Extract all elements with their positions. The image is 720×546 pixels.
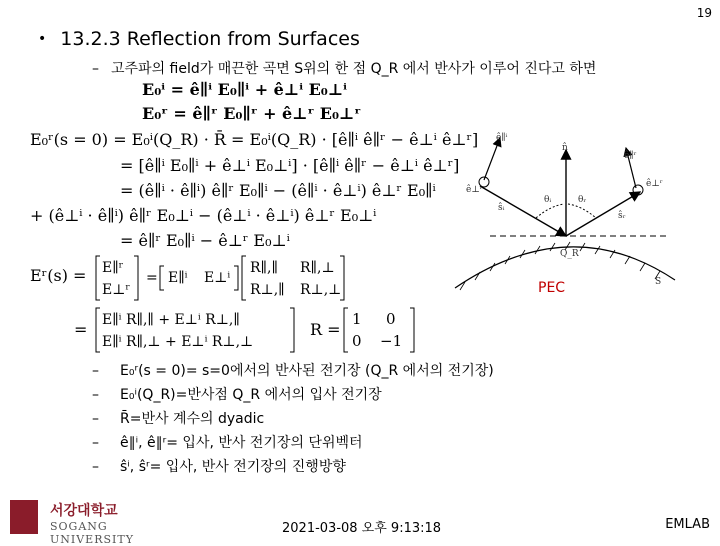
theta-r-arc — [568, 204, 596, 218]
point-label: Q_R — [560, 249, 579, 259]
emblem-icon — [10, 500, 38, 534]
bracket-left-ei — [160, 266, 164, 290]
theta-i-label: θᵢ — [544, 195, 552, 205]
dash-icon: – — [92, 435, 99, 451]
slide-title-row — [38, 28, 360, 50]
definition-item-3: – R̄=반사 계수의 dyadic — [92, 411, 265, 427]
bracket-left-rv — [344, 308, 348, 352]
equation-step-2: = (ê∥ⁱ · ê∥ⁱ) ê∥ʳ E₀∥ⁱ − (ê∥ⁱ · ê⊥ⁱ) ê⊥ʳ E₀∥ⁱ — [120, 181, 436, 200]
prod-row-1: E∥ⁱ R∥,∥ + E⊥ⁱ R⊥,∥ — [102, 312, 240, 328]
product-matrix-svg — [94, 306, 304, 354]
r-12: R∥,⊥ — [300, 260, 335, 276]
er-perp: E⊥ʳ — [102, 282, 131, 298]
bullet-icon: • — [38, 31, 47, 47]
bracket-left-er — [96, 256, 100, 300]
logo-korean-text: 서강대학교 — [50, 503, 118, 519]
r-22: R⊥,⊥ — [300, 282, 342, 298]
bracket-left-prod — [96, 308, 100, 352]
footer-date: 2021-03-08 오후 9:13:18 — [282, 521, 442, 536]
bracket-right-er — [134, 256, 138, 300]
e-perp-r-label: ê⊥ʳ — [646, 179, 663, 189]
e-par-i-label: ê∥ⁱ — [496, 133, 508, 143]
equals-sign: = — [146, 270, 158, 286]
r-value-matrix-svg — [342, 306, 422, 354]
bracket-right-prod — [290, 308, 294, 352]
equation-step-1: = [ê∥ⁱ E₀∥ⁱ + ê⊥ⁱ E₀⊥ⁱ] · [ê∥ⁱ ê∥ʳ − ê⊥ⁱ ê⊥ʳ] — [120, 156, 460, 175]
theta-i-arc — [536, 204, 564, 218]
dash-icon: – — [92, 411, 99, 427]
subtitle: 고주파의 field가 매끈한 곡면 S위의 한 점 Q_R 에서 반사가 이루어 진다고 하면 — [111, 61, 597, 77]
definition-item-5: – ŝⁱ, ŝʳ= 입사, 반사 전기장의 진행방향 — [92, 459, 346, 475]
e-par-i-vector — [484, 138, 500, 180]
rv-22: −1 — [380, 332, 403, 350]
definition-item-2: – E₀ⁱ(Q_R)=반사점 Q_R 에서의 입사 전기장 — [92, 387, 382, 403]
logo-english-text: SOGANG UNIVERSITY — [50, 520, 134, 546]
subtitle-row — [92, 58, 596, 78]
footer-lab: EMLAB — [665, 517, 710, 532]
rv-21: 0 — [352, 332, 362, 350]
prod-row-2: E∥ⁱ R∥,⊥ + E⊥ⁱ R⊥,⊥ — [102, 334, 254, 350]
s-r-label: ŝᵣ — [618, 211, 626, 221]
surface-label: S — [655, 277, 662, 287]
r-21: R⊥,∥ — [250, 282, 285, 298]
e-perp-i-label: ê⊥ⁱ — [466, 185, 482, 195]
university-logo — [10, 500, 170, 546]
theta-r-label: θᵣ — [578, 195, 587, 205]
ei-perp: E⊥ⁱ — [204, 270, 231, 286]
s-i-label: ŝᵢ — [498, 203, 505, 213]
dash-icon: – — [92, 387, 99, 403]
bracket-left-r — [242, 256, 246, 300]
matrix-equation-lhs: Eʳ(s) = — [30, 266, 87, 285]
product-equation-lhs: = — [74, 320, 88, 339]
incident-ray — [480, 186, 566, 236]
ei-par: E∥ⁱ — [168, 270, 188, 286]
er-par: E∥ʳ — [102, 260, 124, 276]
equation-result: = ê∥ʳ E₀∥ⁱ − ê⊥ʳ E₀⊥ⁱ — [120, 231, 290, 250]
equation-step-3: + (ê⊥ⁱ · ê∥ⁱ) ê∥ʳ E₀⊥ⁱ − (ê⊥ⁱ · ê⊥ⁱ) ê⊥ʳ E₀⊥ⁱ — [30, 206, 377, 225]
r-matrix-lhs: R = — [310, 320, 341, 339]
rv-11: 1 — [352, 310, 362, 328]
equation-incident: E₀ⁱ = ê∥ⁱ E₀∥ⁱ + ê⊥ⁱ E₀⊥ⁱ — [142, 80, 347, 99]
pec-label: PEC — [538, 280, 566, 296]
bracket-right-ei — [234, 266, 238, 290]
r-11: R∥,∥ — [250, 260, 278, 276]
slide-title: 13.2.3 Reflection from Surfaces — [60, 28, 360, 50]
rv-12: 0 — [386, 310, 396, 328]
normal-label: n̂ — [562, 143, 568, 153]
slide-number: 19 — [696, 6, 712, 20]
e-par-r-label: ê∥ʳ — [624, 151, 637, 161]
definition-item-1: – E₀ʳ(s = 0)= s=0에서의 반사된 전기장 (Q_R 에서의 전기장) — [92, 363, 494, 379]
dash-icon: – — [92, 459, 99, 475]
definition-item-4: – ê∥ⁱ, ê∥ʳ= 입사, 반사 전기장의 단위벡터 — [92, 435, 363, 451]
dash-icon: – — [92, 61, 99, 77]
matrix-equation-svg — [94, 254, 424, 302]
equation-dyadic: E₀ʳ(s = 0) = E₀ⁱ(Q_R) · R̄ = E₀ⁱ(Q_R) · [ê∥ⁱ ê∥ʳ − ê⊥ⁱ ê⊥ʳ] — [30, 130, 479, 149]
bracket-right-rv — [410, 308, 414, 352]
dash-icon: – — [92, 363, 99, 379]
equation-reflected: E₀ʳ = ê∥ʳ E₀∥ʳ + ê⊥ʳ E₀⊥ʳ — [142, 104, 361, 123]
